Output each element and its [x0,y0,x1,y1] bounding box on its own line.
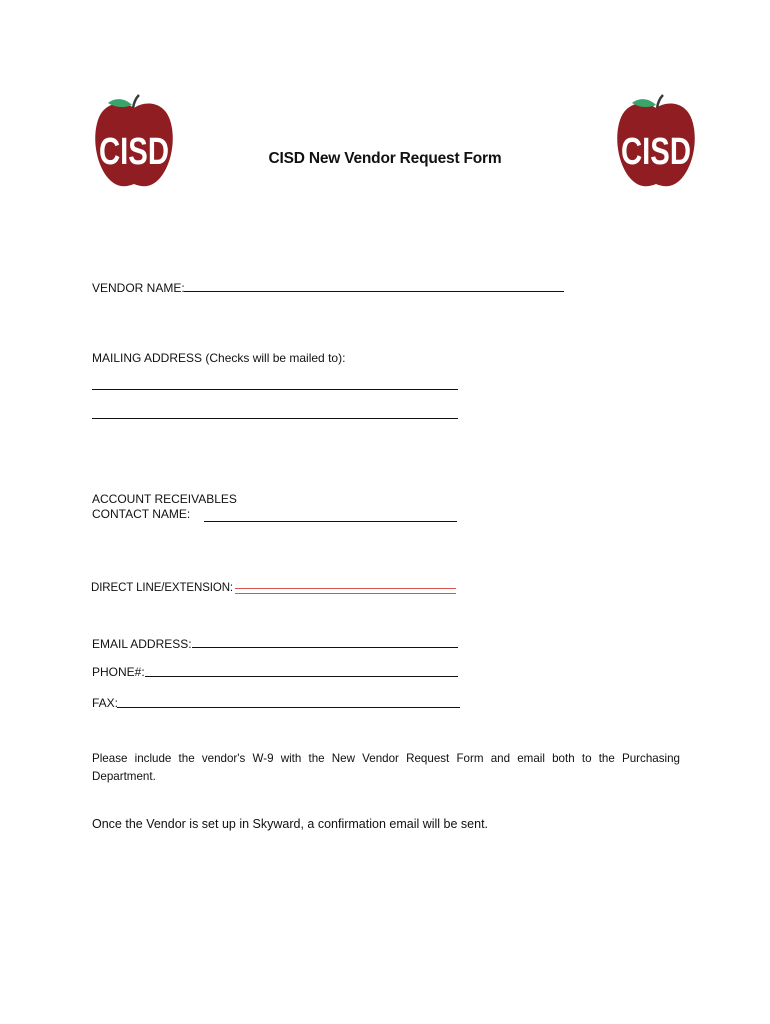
logo-text: CISD [621,131,691,173]
direct-line-label: DIRECT LINE/EXTENSION: [91,582,234,594]
ar-contact-name-field[interactable] [204,521,457,522]
ar-contact-label-line2: CONTACT NAME: [92,507,191,521]
cisd-apple-logo-right [614,94,698,190]
vendor-name-label: VENDOR NAME: [92,281,185,295]
fax-label: FAX: [92,696,119,710]
vendor-name-field[interactable] [184,291,564,292]
apple-logo-icon [614,94,698,190]
email-field[interactable] [192,647,458,648]
phone-label: PHONE#: [92,665,145,679]
mailing-address-line-2[interactable] [92,418,458,419]
mailing-address-line-1[interactable] [92,389,458,390]
direct-line-field[interactable] [235,588,456,594]
mailing-address-label: MAILING ADDRESS (Checks will be mailed to): [92,351,346,365]
fax-field[interactable] [117,707,460,708]
page-title: CISD New Vendor Request Form [268,150,502,167]
logo-text: CISD [99,131,169,173]
confirmation-note: Once the Vendor is set up in Skyward, a confirmation email will be sent. [92,817,489,831]
cisd-apple-logo-left [92,94,176,190]
ar-contact-label-line1: ACCOUNT RECEIVABLES [92,492,237,506]
phone-field[interactable] [145,676,458,677]
w9-instruction: Please include the vendor's W-9 with the New Vendor Request Form and email both to the Purchasing Department. [92,752,680,783]
apple-logo-icon [92,94,176,190]
email-label: EMAIL ADDRESS: [92,637,192,651]
